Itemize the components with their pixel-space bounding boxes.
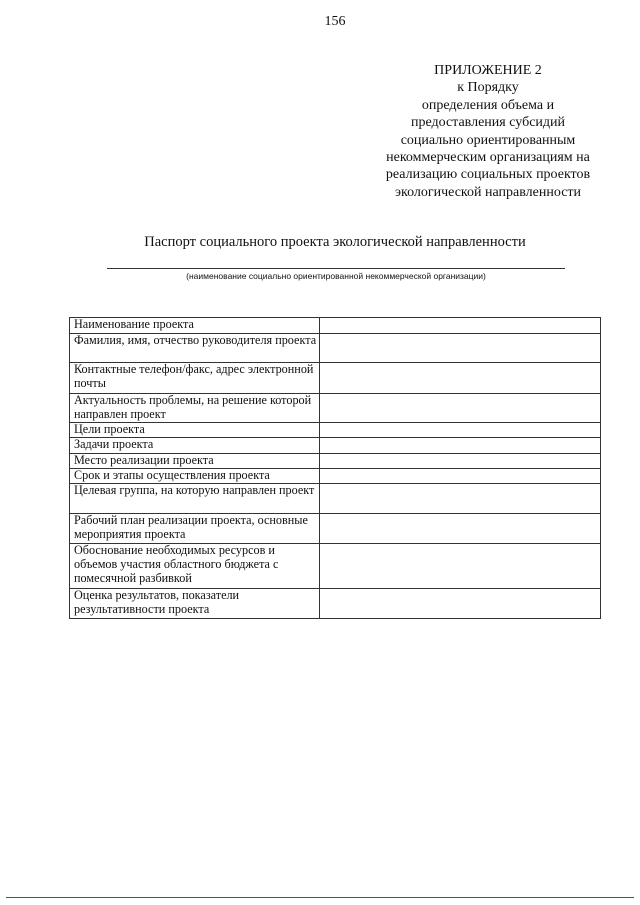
row-value-field[interactable]	[320, 544, 601, 589]
row-value-field[interactable]	[320, 484, 601, 514]
passport-table	[69, 317, 601, 619]
row-value-field[interactable]	[320, 514, 601, 544]
organization-name-caption: (наименование социально ориентированной некоммерческой организации)	[186, 271, 486, 281]
appendix-line: определения объема и	[421, 97, 555, 113]
row-value-field[interactable]	[320, 394, 601, 423]
row-label: Место реализации проекта	[70, 454, 320, 469]
row-value-field[interactable]	[320, 469, 601, 484]
appendix-line: предоставления субсидий	[410, 115, 566, 131]
appendix-line: реализацию социальных проектов	[385, 167, 591, 183]
appendix-header	[350, 62, 626, 201]
table-row	[70, 394, 601, 423]
table-row	[70, 334, 601, 363]
appendix-line: некоммерческим организациям на	[386, 150, 590, 166]
appendix-line: социально ориентированным	[400, 132, 576, 148]
row-label: Наименование проекта	[70, 318, 320, 334]
row-label: Целевая группа, на которую направлен проект	[70, 484, 320, 514]
row-label: Контактные телефон/факс, адрес электронной почты	[70, 363, 320, 394]
row-label: Рабочий план реализации проекта, основные мероприятия проекта	[70, 514, 320, 544]
table-row	[70, 318, 601, 334]
table-row	[70, 363, 601, 394]
appendix-line: к Порядку	[457, 80, 519, 96]
page-bottom-rule	[6, 897, 634, 898]
page-number: 156	[324, 14, 346, 29]
table-row	[70, 469, 601, 484]
table-row	[70, 544, 601, 589]
row-label: Актуальность проблемы, на решение которой направлен проект	[70, 394, 320, 423]
row-value-field[interactable]	[320, 589, 601, 619]
table-row	[70, 454, 601, 469]
table-row	[70, 438, 601, 454]
table-row	[70, 423, 601, 438]
row-value-field[interactable]	[320, 423, 601, 438]
organization-name-line	[107, 268, 565, 269]
row-label: Срок и этапы осуществления проекта	[70, 469, 320, 484]
row-label: Обоснование необходимых ресурсов и объемов участия областного бюджета с помесячной разбивкой	[70, 544, 320, 589]
row-value-field[interactable]	[320, 454, 601, 469]
appendix-line: экологической направленности	[394, 184, 582, 200]
row-value-field[interactable]	[320, 334, 601, 363]
row-label: Оценка результатов, показатели результативности проекта	[70, 589, 320, 619]
table-row	[70, 589, 601, 619]
table-row	[70, 514, 601, 544]
appendix-line: ПРИЛОЖЕНИЕ 2	[434, 63, 542, 78]
document-title: Паспорт социального проекта экологической направленности	[144, 234, 526, 250]
table-row	[70, 484, 601, 514]
row-label: Задачи проекта	[70, 438, 320, 454]
row-value-field[interactable]	[320, 318, 601, 334]
row-value-field[interactable]	[320, 438, 601, 454]
row-value-field[interactable]	[320, 363, 601, 394]
row-label: Фамилия, имя, отчество руководителя проекта	[70, 334, 320, 363]
row-label: Цели проекта	[70, 423, 320, 438]
